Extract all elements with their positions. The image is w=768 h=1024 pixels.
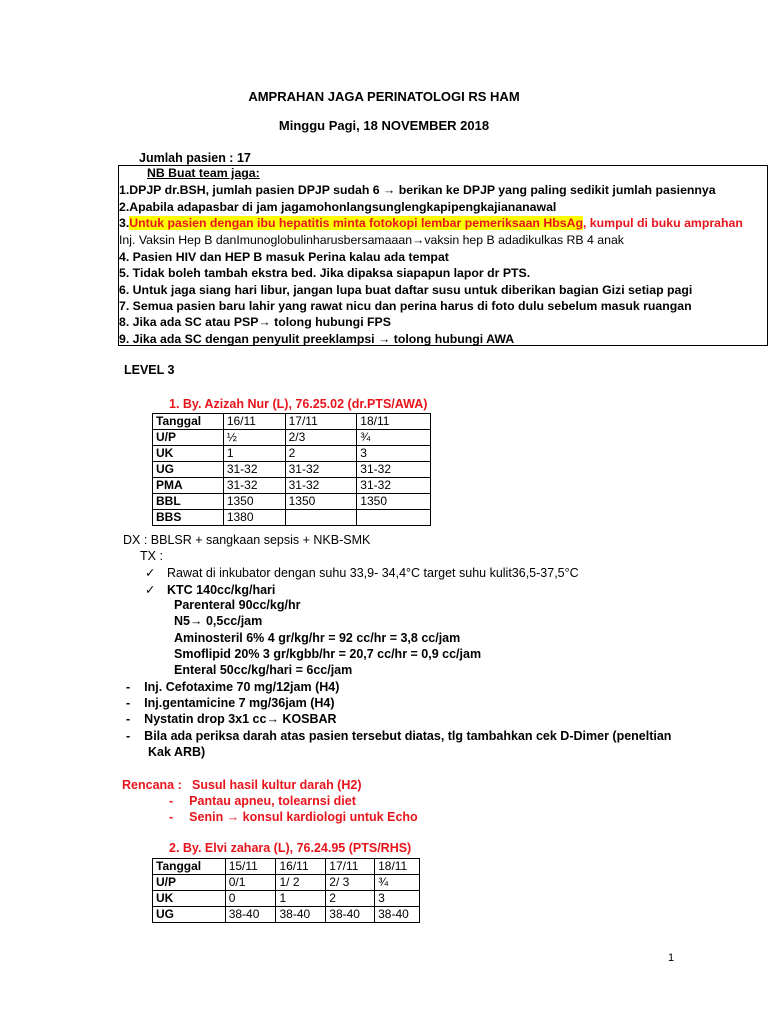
patient-2-heading: 2. By. Elvi zahara (L), 76.24.95 (PTS/RHS)	[169, 841, 412, 855]
medication-item-4	[126, 729, 671, 743]
table-cell: 17/11	[326, 859, 375, 875]
table-cell: UG	[153, 907, 226, 923]
nb-line-3	[119, 216, 743, 230]
document-date: Minggu Pagi, 18 NOVEMBER 2018	[278, 118, 490, 133]
nb-line-3-rest: , kumpul di buku amprahan	[582, 216, 743, 230]
table-cell: 31-32	[357, 462, 431, 478]
check-icon: ✓	[145, 566, 156, 580]
table-cell: ½	[223, 430, 285, 446]
nb-line-3b: Inj. Vaksin Hep B danImunoglobulinharusbersamaaan→vaksin hep B adadikulkas RB 4 anak	[119, 233, 624, 247]
medication-item-3-text: Nystatin drop 3x1 cc→ KOSBAR	[144, 712, 337, 726]
nb-line-8: 8. Jika ada SC atau PSP→ tolong hubungi FPS	[119, 315, 391, 329]
plan-item-1: Susul hasil kultur darah (H2)	[192, 778, 362, 792]
table-row	[153, 494, 431, 510]
nb-line-7: 7. Semua pasien baru lahir yang rawat nicu dan perina harus di foto dulu sebelum masuk ruangan	[119, 299, 692, 313]
nb-line-4: 4. Pasien HIV dan HEP B masuk Perina kalau ada tempat	[119, 250, 449, 264]
bullet-dash: -	[126, 680, 131, 694]
table-header-row	[153, 414, 431, 430]
table-cell: UK	[153, 891, 226, 907]
table-cell: 38-40	[326, 907, 375, 923]
table-cell: 31-32	[285, 478, 357, 494]
nb-notes-box	[118, 165, 768, 346]
table-cell: 38-40	[375, 907, 420, 923]
nb-line-6: 6. Untuk jaga siang hari libur, jangan lupa buat daftar susu untuk diberikan bagian Gizi setiap pagi	[119, 283, 693, 297]
medication-item-2	[126, 696, 335, 710]
therapy-item-2-text: KTC 140cc/kg/hari	[167, 583, 276, 597]
table-cell: 0/1	[225, 875, 276, 891]
table-cell	[285, 510, 357, 526]
table-cell: U/P	[153, 875, 226, 891]
patient-count: Jumlah pasien : 17	[139, 151, 251, 165]
table-cell: 0	[225, 891, 276, 907]
bullet-dash: -	[169, 794, 174, 808]
medication-item-2-text: Inj.gentamicine 7 mg/36jam (H4)	[144, 696, 335, 710]
table-cell: ¾	[357, 430, 431, 446]
table-cell: 1350	[285, 494, 357, 510]
table-cell: 31-32	[285, 462, 357, 478]
check-icon: ✓	[145, 583, 156, 597]
medication-item-4-continued: Kak ARB)	[148, 745, 206, 759]
table-cell: 3	[375, 891, 420, 907]
table-row	[153, 891, 420, 907]
plan-label: Rencana :	[122, 778, 182, 792]
bullet-dash: -	[126, 712, 131, 726]
patient-1-table	[152, 413, 431, 526]
table-row	[153, 446, 431, 462]
page-number: 1	[668, 952, 675, 964]
diagnosis: DX : BBLSR + sangkaan sepsis + NKB-SMK	[123, 533, 371, 547]
table-cell: 1	[223, 446, 285, 462]
bullet-dash: -	[126, 729, 131, 743]
medication-item-4-text: Bila ada periksa darah atas pasien tersebut diatas, tlg tambahkan cek D-Dimer (peneltian	[144, 729, 672, 743]
table-cell: 16/11	[276, 859, 326, 875]
table-cell: BBL	[153, 494, 224, 510]
table-cell: 3	[357, 446, 431, 462]
table-row	[153, 875, 420, 891]
table-cell: Tanggal	[153, 859, 226, 875]
level-label: LEVEL 3	[124, 363, 175, 377]
nb-line-2: 2.Apabila adapasbar di jam jagamohonlangsunglengkapipengkajiananawal	[119, 200, 557, 214]
therapy-sub-1: Parenteral 90cc/kg/hr	[174, 598, 301, 612]
nb-line-3-highlight: Untuk pasien dengan ibu hepatitis minta fotokopi lembar pemeriksaan HbsAg	[129, 216, 583, 230]
therapy-sub-4: Smoflipid 20% 3 gr/kgbb/hr = 20,7 cc/hr = 0,9 cc/jam	[174, 647, 482, 661]
bullet-dash: -	[126, 696, 131, 710]
nb-line-5: 5. Tidak boleh tambah ekstra bed. Jika dipaksa siapapun lapor dr PTS.	[119, 266, 531, 280]
table-cell: 2	[285, 446, 357, 462]
table-cell: Tanggal	[153, 414, 224, 430]
table-cell: 1350	[223, 494, 285, 510]
plan-item-3-text: Senin → konsul kardiologi untuk Echo	[189, 810, 418, 824]
therapy-sub-3: Aminosteril 6% 4 gr/kg/hr = 92 cc/hr = 3,8 cc/jam	[174, 631, 461, 645]
nb-line-3-number: 3.	[119, 216, 130, 230]
table-cell: 2/3	[285, 430, 357, 446]
table-cell: ¾	[375, 875, 420, 891]
table-cell: 18/11	[375, 859, 420, 875]
table-cell: 18/11	[357, 414, 431, 430]
bullet-dash: -	[169, 810, 174, 824]
nb-heading: NB Buat team jaga:	[147, 166, 260, 180]
medication-item-3	[126, 712, 337, 726]
therapy-item-1	[145, 565, 579, 580]
table-cell: U/P	[153, 430, 224, 446]
therapy-sub-5: Enteral 50cc/kg/hari = 6cc/jam	[174, 663, 353, 677]
table-cell	[357, 510, 431, 526]
table-cell: UK	[153, 446, 224, 462]
table-cell: 38-40	[225, 907, 276, 923]
plan-item-2	[169, 794, 356, 808]
table-cell: 31-32	[223, 478, 285, 494]
table-cell: BBS	[153, 510, 224, 526]
therapy-sub-2: N5→ 0,5cc/jam	[174, 614, 263, 628]
table-row	[153, 478, 431, 494]
therapy-item-2	[145, 582, 275, 597]
nb-line-1: 1.DPJP dr.BSH, jumlah pasien DPJP sudah 6 → berikan ke DPJP yang paling sedikit jumlah pasiennya	[119, 183, 716, 197]
table-cell: 31-32	[223, 462, 285, 478]
table-cell: 1350	[357, 494, 431, 510]
plan-item-2-text: Pantau apneu, tolearnsi diet	[189, 794, 356, 808]
table-header-row	[153, 859, 420, 875]
table-cell: 2	[326, 891, 375, 907]
table-cell: 31-32	[357, 478, 431, 494]
table-row	[153, 907, 420, 923]
table-cell: 38-40	[276, 907, 326, 923]
table-row	[153, 462, 431, 478]
therapy-item-1-text: Rawat di inkubator dengan suhu 33,9- 34,4°C target suhu kulit36,5-37,5°C	[167, 566, 579, 580]
table-cell: 16/11	[223, 414, 285, 430]
table-cell: 1380	[223, 510, 285, 526]
table-cell: PMA	[153, 478, 224, 494]
patient-1-heading: 1. By. Azizah Nur (L), 76.25.02 (dr.PTS/AWA)	[169, 397, 428, 411]
table-row	[153, 430, 431, 446]
medication-item-1	[126, 680, 339, 694]
nb-line-9: 9. Jika ada SC dengan penyulit preeklampsi → tolong hubungi AWA	[119, 332, 515, 346]
table-cell: 2/ 3	[326, 875, 375, 891]
table-cell: 1	[276, 891, 326, 907]
patient-2-table	[152, 858, 420, 923]
table-row	[153, 510, 431, 526]
page-title: AMPRAHAN JAGA PERINATOLOGI RS HAM	[248, 89, 520, 104]
table-cell: 17/11	[285, 414, 357, 430]
table-cell: 1/ 2	[276, 875, 326, 891]
table-cell: UG	[153, 462, 224, 478]
therapy-label: TX :	[140, 549, 163, 563]
plan-item-3	[169, 810, 418, 824]
table-cell: 15/11	[225, 859, 276, 875]
medication-item-1-text: Inj. Cefotaxime 70 mg/12jam (H4)	[144, 680, 340, 694]
